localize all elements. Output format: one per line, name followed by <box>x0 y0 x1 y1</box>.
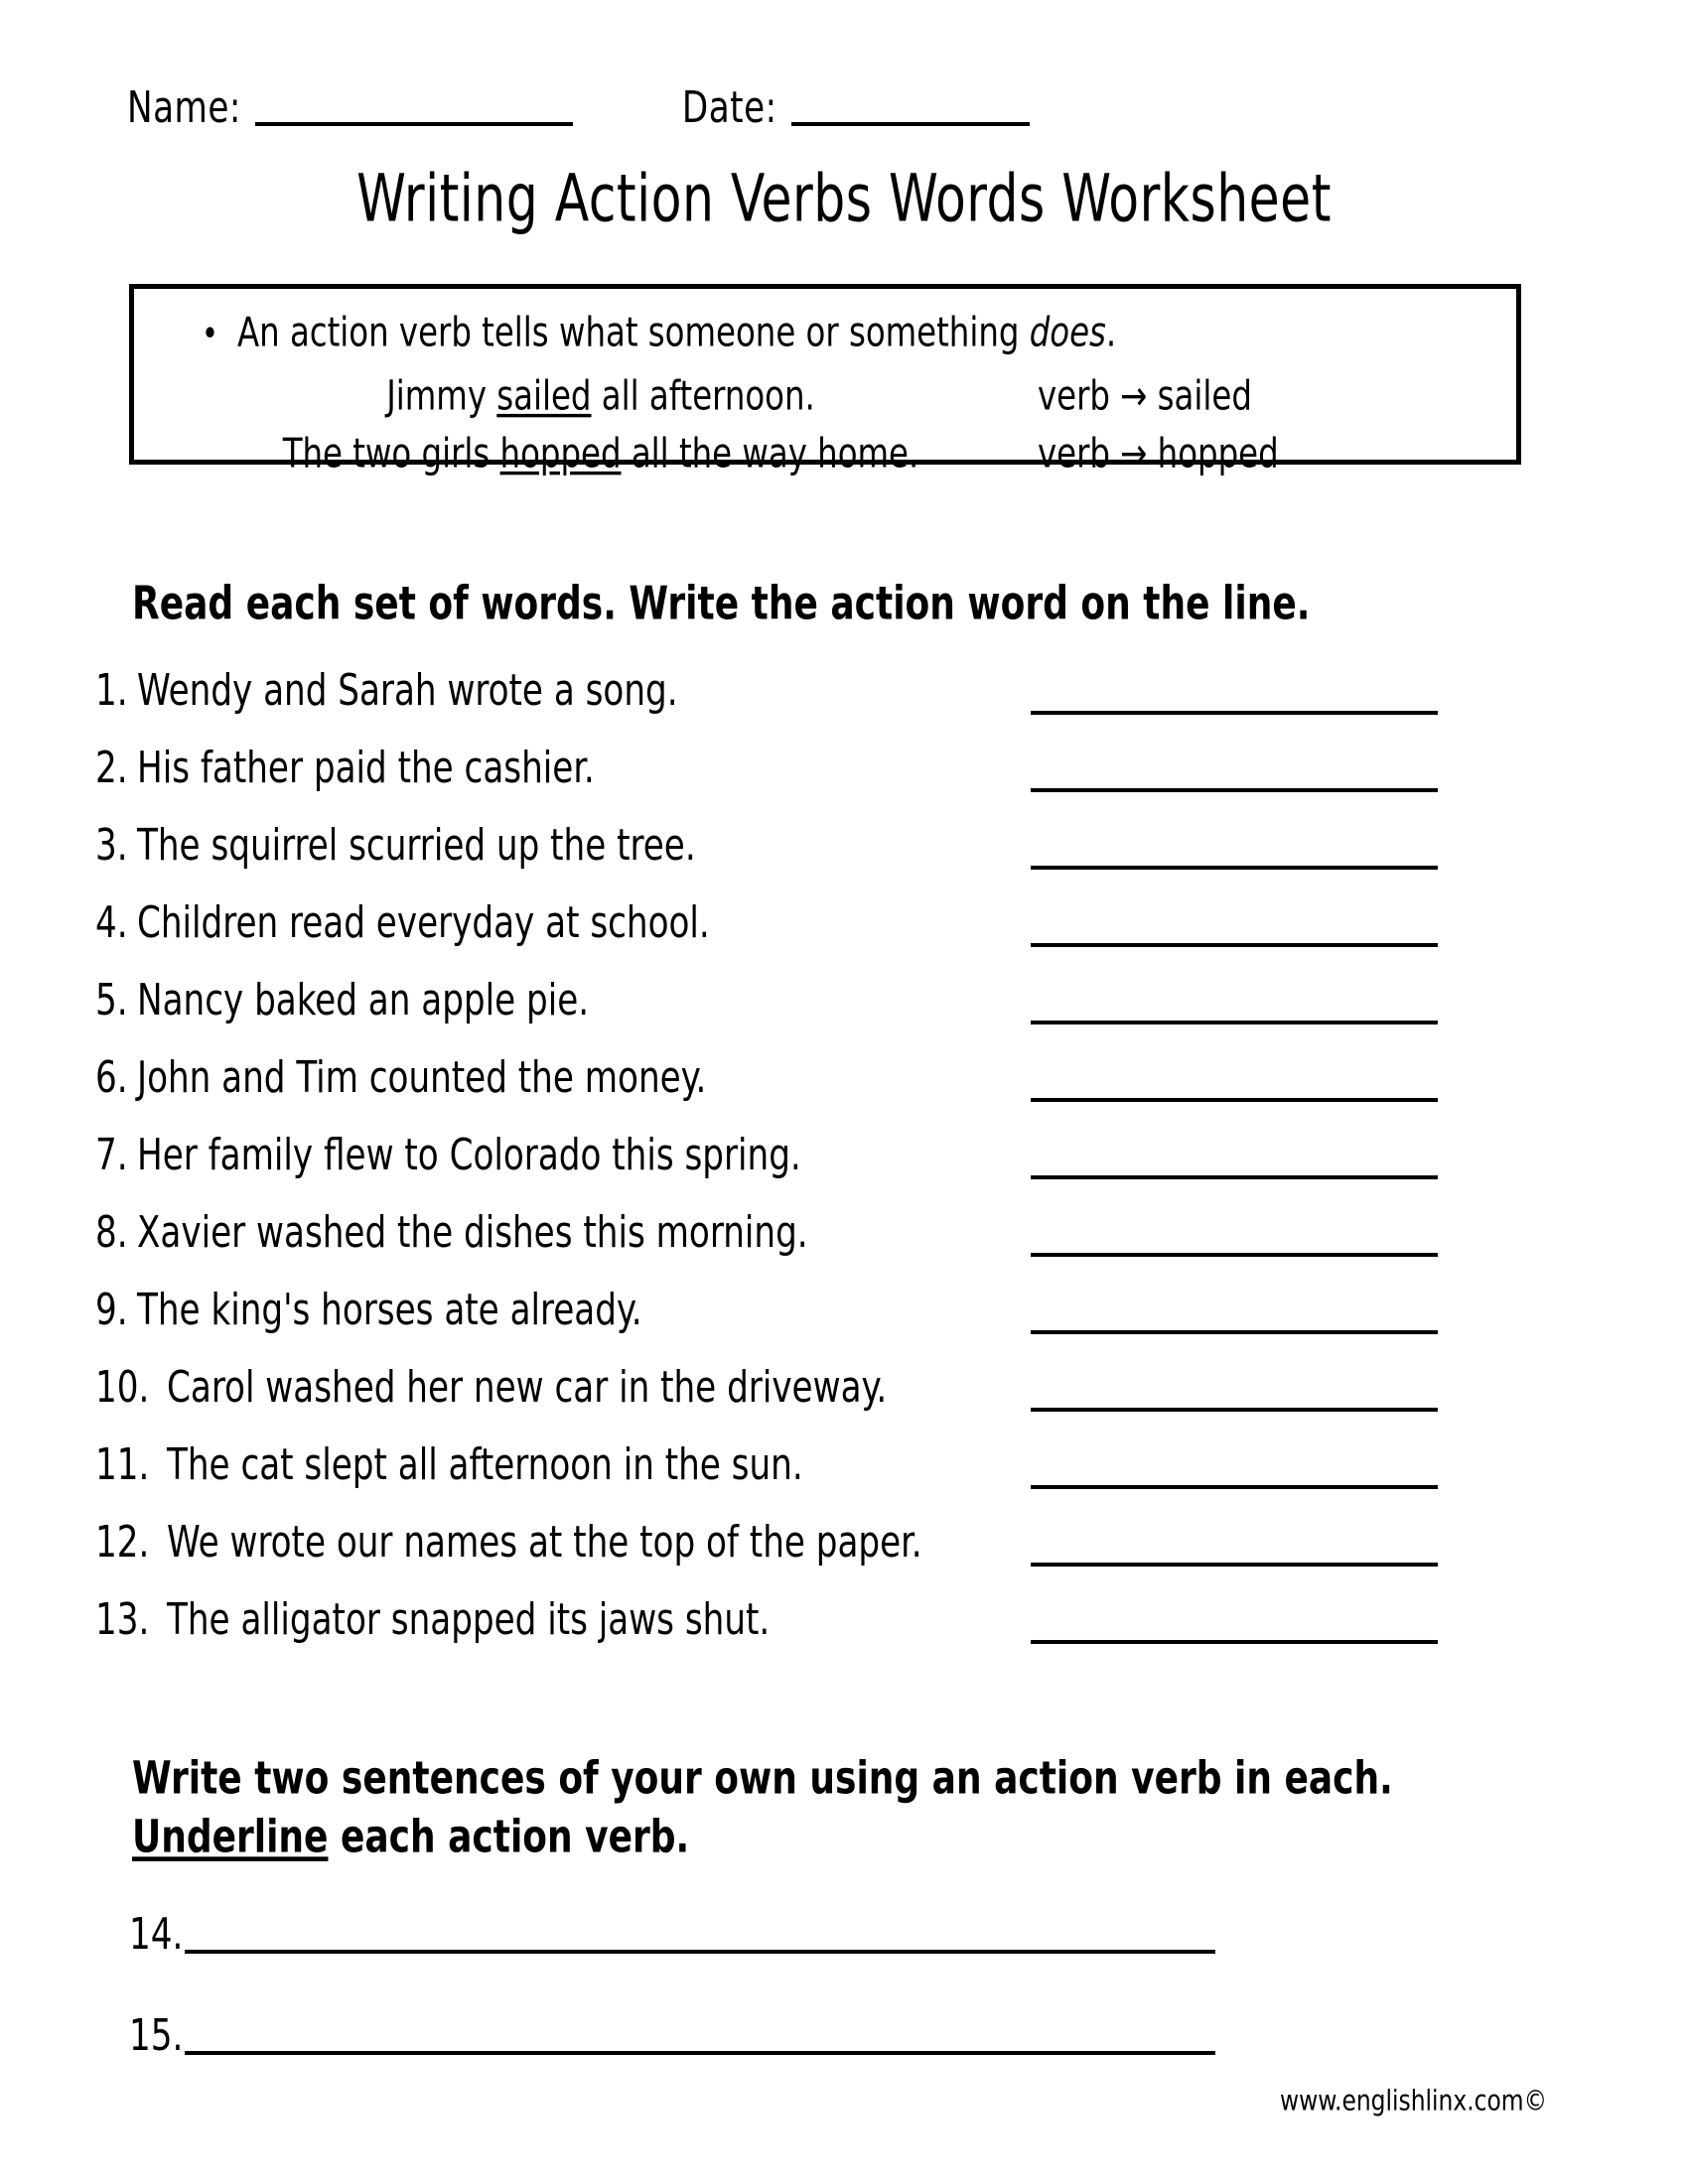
question-number: 9. <box>95 1285 128 1335</box>
footer-website: www.englishlinx.com© <box>1280 2085 1547 2117</box>
header-name-date-row <box>127 73 1458 133</box>
definition-rule <box>202 311 1473 356</box>
table-row <box>95 1594 1485 1672</box>
definition-rule-text-before: An action verb tells what someone or something <box>237 309 1030 356</box>
instruction-2-part-1: Write two sentences of your own using an action verb in each. <box>132 1752 1393 1805</box>
bullet-icon: • <box>202 312 218 355</box>
instruction-2-underlined: Underline <box>132 1811 329 1864</box>
example-1-after: all afternoon. <box>591 372 815 420</box>
instruction-write-two-sentences <box>132 1749 1522 1867</box>
question-text: Her family flew to Colorado this spring. <box>137 1130 801 1180</box>
example-sentence-2 <box>233 432 968 478</box>
question-text: We wrote our names at the top of the paper. <box>167 1517 922 1568</box>
question-number: 8. <box>95 1207 128 1258</box>
table-row <box>95 1207 1485 1285</box>
writing-line-number: 14. <box>129 1908 184 1960</box>
example-verb-label-2: verb → hopped <box>1038 430 1279 478</box>
example-1-before: Jimmy <box>386 372 497 420</box>
example-2-after: all the way home. <box>621 430 919 478</box>
question-answer-line[interactable] <box>1031 711 1438 715</box>
question-number: 12. <box>95 1517 150 1568</box>
question-answer-line[interactable] <box>1031 1175 1438 1179</box>
example-verb-label-1: verb → sailed <box>1038 372 1252 420</box>
definition-rule-text-italic: does <box>1029 309 1106 356</box>
question-answer-line[interactable] <box>1031 1330 1438 1334</box>
date-blank-line[interactable] <box>791 122 1030 126</box>
question-list <box>95 665 1485 1672</box>
question-answer-line[interactable] <box>1031 1640 1438 1644</box>
table-row <box>95 743 1485 820</box>
question-text: Xavier washed the dishes this morning. <box>137 1207 808 1258</box>
question-text: Children read everyday at school. <box>137 897 710 948</box>
question-answer-line[interactable] <box>1031 1563 1438 1567</box>
question-number: 2. <box>95 743 128 793</box>
question-answer-line[interactable] <box>1031 788 1438 792</box>
writing-line-number: 15. <box>129 2009 184 2061</box>
question-number: 7. <box>95 1130 128 1180</box>
instruction-2-part-2: each action verb. <box>328 1811 690 1864</box>
question-answer-line[interactable] <box>1031 1485 1438 1489</box>
example-1-verb: sailed <box>496 372 592 420</box>
question-answer-line[interactable] <box>1031 1253 1438 1257</box>
question-text: The squirrel scurried up the tree. <box>137 820 696 871</box>
definition-rule-text-after: . <box>1105 309 1117 356</box>
question-number: 6. <box>95 1052 128 1103</box>
definition-rule-text <box>237 311 1116 356</box>
question-text: Wendy and Sarah wrote a song. <box>137 665 678 716</box>
date-field-group <box>681 81 1030 133</box>
table-row <box>95 975 1485 1052</box>
question-text: The cat slept all afternoon in the sun. <box>167 1439 803 1490</box>
question-text: His father paid the cashier. <box>137 743 595 793</box>
name-label: Name: <box>127 81 241 133</box>
name-blank-line[interactable] <box>255 122 573 126</box>
writing-blank-line[interactable] <box>185 1950 1215 1954</box>
question-number: 4. <box>95 897 128 948</box>
table-row <box>95 897 1485 975</box>
question-answer-line[interactable] <box>1031 866 1438 870</box>
question-number: 5. <box>95 975 128 1025</box>
question-answer-line[interactable] <box>1031 1408 1438 1412</box>
question-answer-line[interactable] <box>1031 1021 1438 1024</box>
table-row <box>95 1130 1485 1207</box>
question-number: 11. <box>95 1439 150 1490</box>
question-text: John and Tim counted the money. <box>137 1052 707 1103</box>
example-2-before: The two girls <box>282 430 500 478</box>
example-2-verb: hopped <box>499 430 622 478</box>
page-title: Writing Action Verbs Words Worksheet <box>356 161 1332 237</box>
table-row <box>95 1517 1485 1594</box>
table-row <box>95 1362 1485 1439</box>
example-sentence-1 <box>233 374 968 420</box>
date-label: Date: <box>681 81 777 133</box>
name-field-group <box>127 81 573 133</box>
question-number: 3. <box>95 820 128 871</box>
question-answer-line[interactable] <box>1031 1098 1438 1102</box>
writing-row-15 <box>129 2009 1380 2061</box>
question-number: 10. <box>95 1362 150 1413</box>
writing-blank-line[interactable] <box>185 2051 1215 2055</box>
question-text: Carol washed her new car in the driveway. <box>167 1362 888 1413</box>
table-row <box>95 820 1485 897</box>
question-text: The king's horses ate already. <box>137 1285 642 1335</box>
writing-row-14 <box>129 1908 1380 1960</box>
table-row <box>95 1439 1485 1517</box>
question-text: The alligator snapped its jaws shut. <box>167 1594 771 1645</box>
table-row <box>95 665 1485 743</box>
question-text: Nancy baked an apple pie. <box>137 975 590 1025</box>
question-number: 1. <box>95 665 128 716</box>
question-answer-line[interactable] <box>1031 943 1438 947</box>
table-row <box>95 1285 1485 1362</box>
table-row <box>95 1052 1485 1130</box>
definition-box <box>129 284 1521 478</box>
question-number: 13. <box>95 1594 150 1645</box>
instruction-read-each-set: Read each set of words. Write the action word on the line. <box>132 577 1311 631</box>
